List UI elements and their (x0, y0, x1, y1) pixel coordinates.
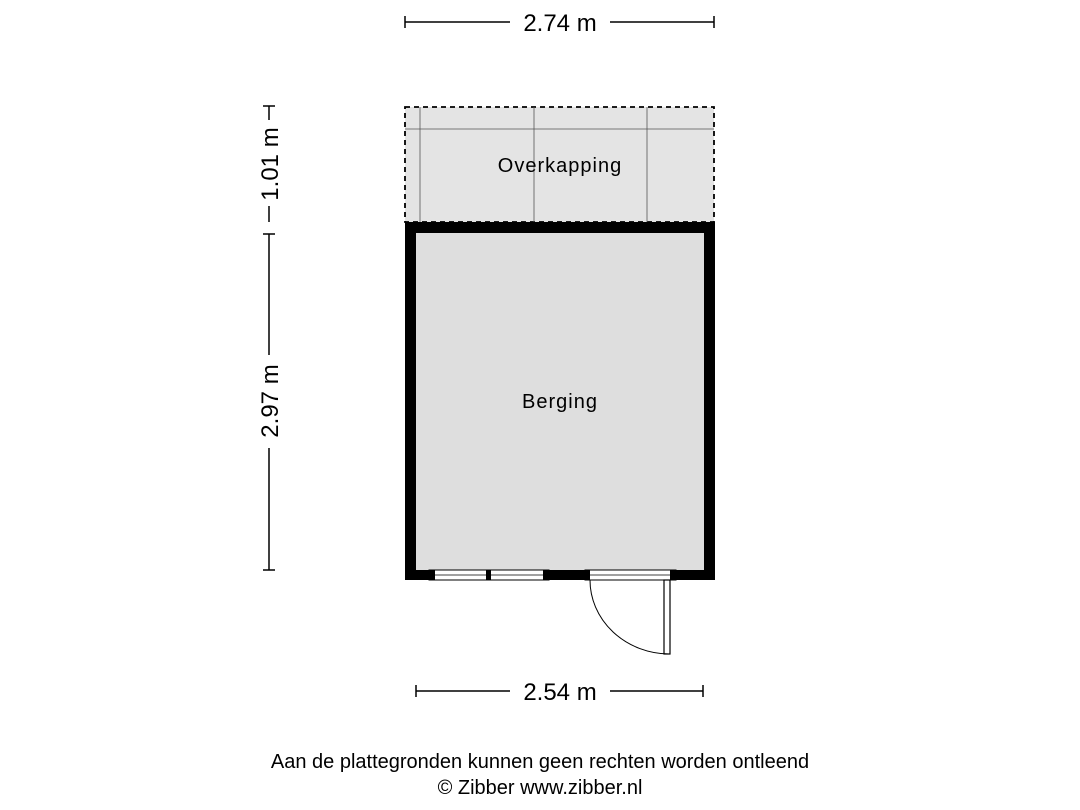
window (429, 570, 549, 580)
footer-copyright: © Zibber www.zibber.nl (437, 777, 643, 799)
overkapping-depth-dimension (257, 106, 284, 222)
berging-label: Berging (522, 391, 598, 413)
berging-depth-label: 2.97 m (257, 364, 284, 438)
door-leaf (664, 580, 670, 654)
overkapping-label: Overkapping (497, 155, 623, 177)
wall-bottom-right (676, 570, 715, 580)
door-swing-arc (590, 580, 669, 654)
overkapping-area (405, 107, 714, 222)
wall-top (405, 222, 714, 233)
bottom-width-label: 2.54 m (523, 679, 597, 706)
top-width-label: 2.74 m (523, 10, 597, 37)
berging-room (405, 222, 715, 580)
wall-bottom-left (405, 570, 429, 580)
top-width-dimension (405, 10, 714, 37)
berging-depth-dimension (257, 234, 284, 570)
wall-bottom-middle (549, 570, 585, 580)
wall-left (405, 222, 416, 580)
footer-disclaimer: Aan de plattegronden kunnen geen rechten worden ontleend (270, 751, 810, 773)
overkapping-depth-label: 1.01 m (257, 127, 284, 201)
door (585, 570, 676, 654)
bottom-width-dimension (416, 679, 703, 706)
wall-right (704, 222, 715, 580)
